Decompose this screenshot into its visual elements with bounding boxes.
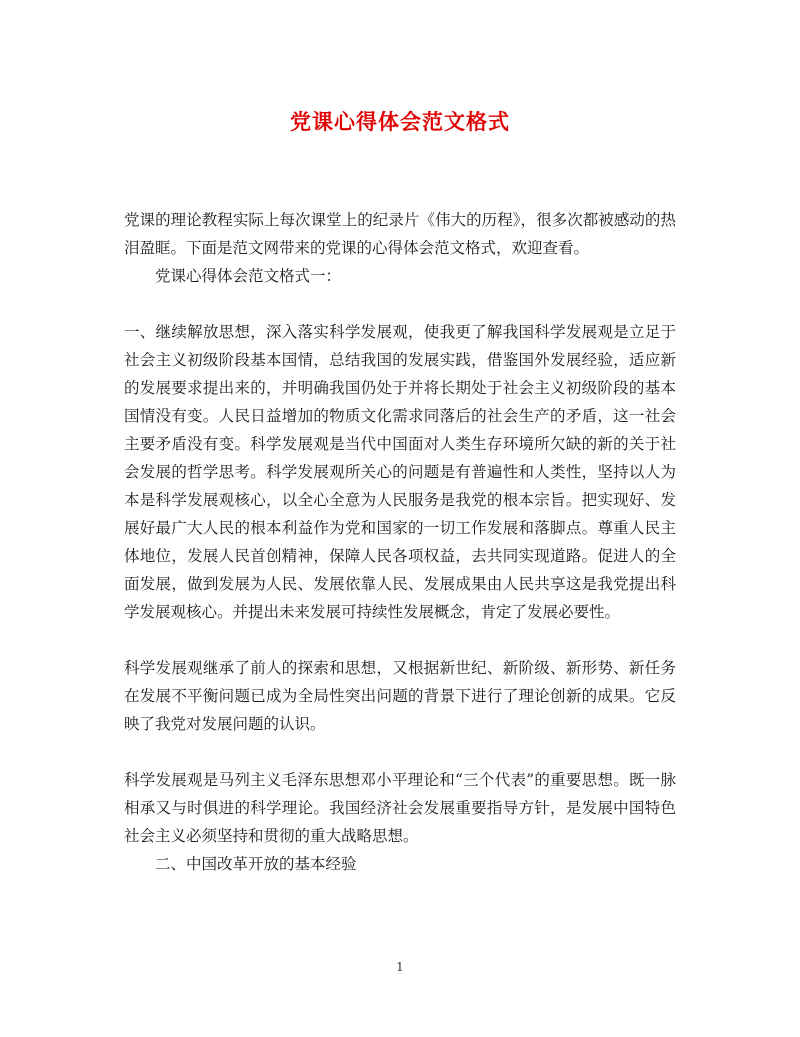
section-heading-2: 二、中国改革开放的基本经验 (155, 855, 357, 873)
page-number: 1 (396, 960, 404, 974)
paragraph-spacer (124, 738, 676, 766)
paragraph-spacer (124, 290, 676, 318)
body-paragraph-3: 科学发展观是马列主义毛泽东思想邓小平理论和“三个代表”的重要思想。既一脉相承又与时俱进的科学理论。我国经济社会发展重要指导方针，是发展中国特色社会主义必须坚持和贯彻的重大战略思想。 (124, 771, 676, 845)
body-paragraph-1: 一、继续解放思想，深入落实科学发展观，使我更了解我国科学发展观是立足于社会主义初级阶段基本国情，总结我国的发展实践，借鉴国外发展经验，适应新的发展要求提出来的，并明确我国仍处于并将长期处于社会主义初级阶段的基本国情没有变。人民日益增加的物质文化需求同落后的社会生产的矛盾，这一社会主要矛盾没有变。科学发展观是当代中国面对人类生存环境所欠缺的新的关于社会发展的哲学思考。科学发展观所关心的问题是有普遍性和人类性，坚持以人为本是科学发展观核心，以全心全意为人民服务是我党的根本宗旨。把实现好、发展好最广大人民的根本利益作为党和国家的一切工作发展和落脚点。尊重人民主体地位，发展人民首创精神，保障人民各项权益，去共同实现道路。促进人的全面发展，做到发展为人民、发展依靠人民、发展成果由人民共享这是我党提出科学发展观核心。并提出未来发展可持续性发展概念，肯定了发展必要性。 (124, 323, 676, 621)
document-body (124, 206, 676, 878)
intro-paragraph: 党课的理论教程实际上每次课堂上的纪录片《伟大的历程》，很多次都被感动的热泪盈眶。下面是范文网带来的党课的心得体会范文格式，欢迎查看。 (124, 211, 676, 257)
section-heading-1: 党课心得体会范文格式一： (155, 267, 342, 285)
paragraph-spacer (124, 626, 676, 654)
body-paragraph-2: 科学发展观继承了前人的探索和思想，又根据新世纪、新阶级、新形势、新任务在发展不平衡问题已成为全局性突出问题的背景下进行了理论创新的成果。它反映了我党对发展问题的认识。 (124, 659, 676, 733)
document-title: 党课心得体会范文格式 (290, 109, 510, 134)
